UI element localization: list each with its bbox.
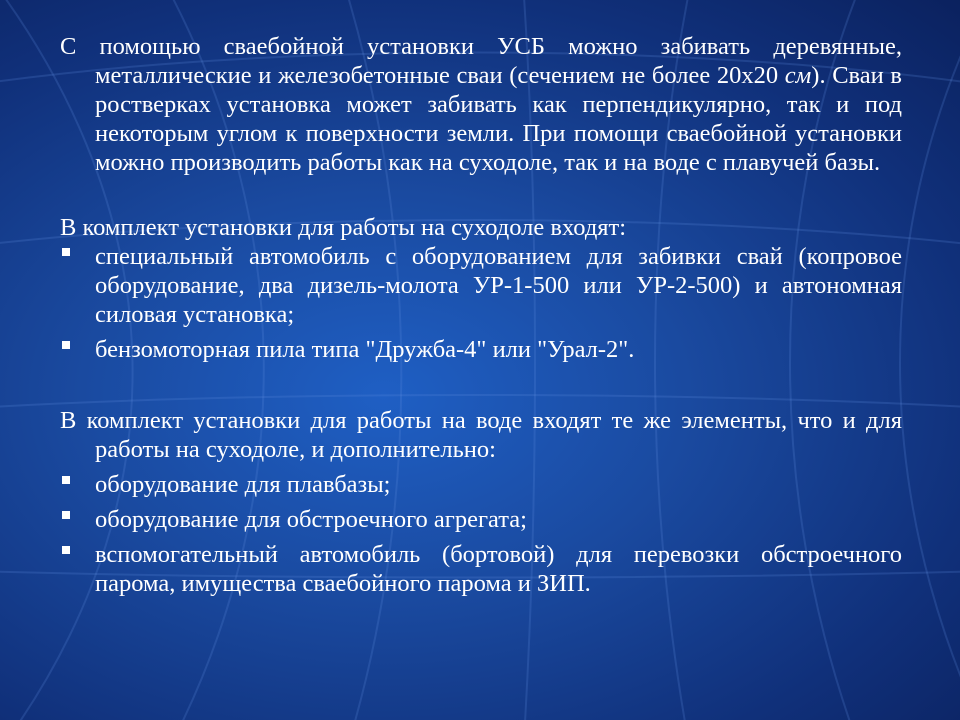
square-bullet-icon: [62, 248, 70, 256]
list-item-text: оборудование для плавбазы;: [95, 471, 391, 498]
list-item-text: вспомогательный автомобиль (бортовой) для перевозки обстроечного парома, имущества сваебойного парома и ЗИП.: [95, 541, 902, 597]
list-item: [60, 505, 902, 534]
square-bullet-icon: [62, 511, 70, 519]
list-item-text: специальный автомобиль с оборудованием для забивки свай (копровое оборудование, два дизель-молота УР-1-500 или УР-2-500) и автономная силовая установка;: [95, 243, 902, 328]
water-heading-text: В комплект установки для работы на воде входят те же элементы, что и для работы на суходоле, и дополнительно:: [60, 407, 902, 463]
list-item-text: оборудование для обстроечного агрегата;: [95, 506, 527, 533]
intro-paragraph-text: [60, 32, 902, 177]
land-equipment-list: [60, 242, 902, 364]
square-bullet-icon: [62, 476, 70, 484]
land-heading-text: В комплект установки для работы на суходоле входят:: [60, 214, 627, 241]
list-item: [60, 335, 902, 364]
intro-paragraph: [60, 32, 902, 177]
list-item: [60, 242, 902, 329]
square-bullet-icon: [62, 546, 70, 554]
intro-text-part1: С помощью сваебойной установки УСБ можно забивать деревянные, металлические и железобетонные сваи (сечением не более 20х20: [60, 33, 902, 89]
intro-text-part2: ). Сваи в ростверках установка может забивать как перпендикулярно, так и под некоторым углом к поверхности земли. При помощи сваебойной установки можно производить работы как на суходоле, так и на воде с плавучей базы.: [95, 62, 902, 176]
water-equipment-list: [60, 470, 902, 598]
land-section-heading: [60, 213, 902, 242]
slide-body: [60, 32, 902, 604]
unit-cm: см: [784, 62, 812, 89]
list-item-text: бензомоторная пила типа "Дружба-4" или "Урал-2".: [95, 336, 635, 363]
list-item: [60, 470, 902, 499]
list-item: [60, 540, 902, 598]
square-bullet-icon: [62, 341, 70, 349]
water-section-heading: [60, 406, 902, 464]
